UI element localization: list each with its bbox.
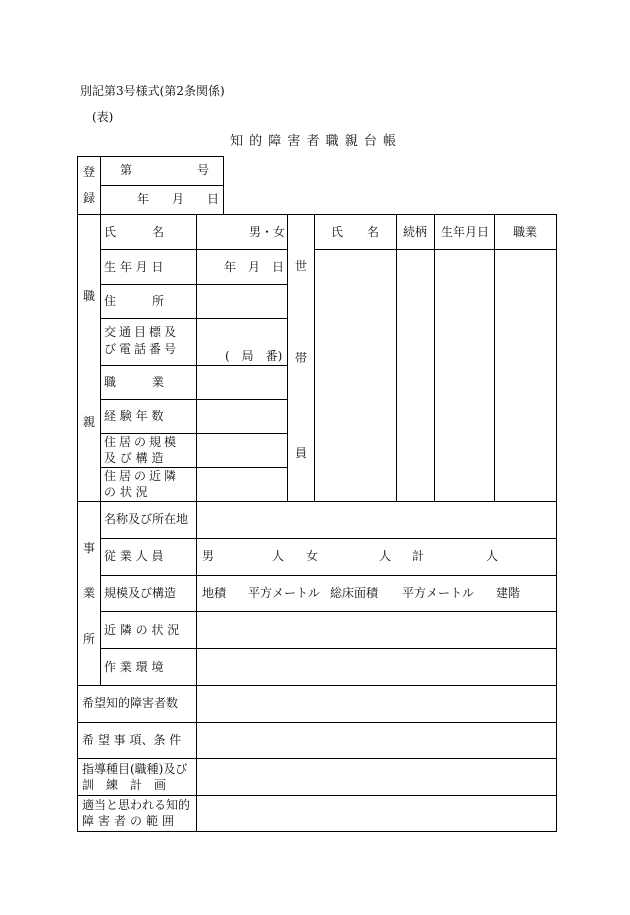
employees-label: 従 業 人 員 (104, 549, 164, 563)
range-label-line1: 適当と思われる知的 (82, 798, 191, 812)
household-label-1: 世 (295, 259, 308, 273)
business-neighbor-label: 近 隣 の 状 況 (104, 623, 180, 637)
transport-label-line1: 交通目標及 (104, 325, 180, 339)
scale-floors: 建階 (496, 586, 521, 600)
page-title: 知 的 障 害 者 職 親 台 帳 (230, 134, 398, 149)
employees-total: 計 (412, 549, 425, 563)
dob-month: 月 (248, 260, 261, 274)
dob-label: 生 年 月 日 (104, 260, 164, 274)
occupation-label: 職 業 (104, 375, 165, 389)
registration-label-bottom: 録 (83, 191, 96, 205)
scale-sqm-2: 平方メートル (402, 586, 475, 600)
housing-label-line1: 住居の規模 (104, 435, 180, 449)
employees-male: 男 (202, 549, 215, 563)
household-label-2: 帯 (295, 351, 308, 365)
address-label: 住 所 (104, 294, 165, 308)
phone-field: ( 局 番) (225, 349, 283, 363)
employees-female: 女 (306, 549, 319, 563)
neighbor-label-line2: の 状 況 (104, 485, 148, 499)
scale-sqm-1: 平方メートル (248, 586, 321, 600)
registration-date-day: 日 (207, 192, 220, 206)
desired-terms-label: 希 望 事 項、条 件 (82, 733, 182, 747)
guidance-label-line2: 訓 練 計 画 (82, 778, 167, 792)
business-label-1: 事 (83, 541, 96, 555)
registration-number-prefix: 第 (120, 163, 133, 177)
household-col-relation: 続柄 (403, 225, 428, 239)
employees-total-unit: 人 (486, 549, 499, 563)
registration-number-suffix: 号 (197, 163, 210, 177)
business-label-2: 業 (83, 586, 96, 600)
registration-label-top: 登 (83, 165, 96, 179)
scale-label: 規模及び構造 (104, 586, 177, 600)
desired-count-label: 希望知的障害者数 (82, 696, 179, 710)
experience-label: 経 験 年 数 (104, 409, 164, 423)
household-col-name: 氏 名 (331, 225, 380, 239)
household-col-dob: 生年月日 (441, 225, 490, 239)
work-environment-label: 作 業 環 境 (104, 660, 164, 674)
housing-label-line2: 及 び 構 造 (104, 451, 164, 465)
scale-area: 地積 (202, 586, 227, 600)
dob-day: 日 (272, 260, 285, 274)
transport-label-line2: び電話番号 (104, 342, 180, 356)
household-label-3: 員 (295, 446, 308, 460)
employees-female-unit: 人 (379, 549, 392, 563)
range-label-line2: 障害者の範囲 (82, 814, 179, 828)
guidance-label-line1: 指導種目(職種)及び (82, 762, 188, 776)
employees-male-unit: 人 (272, 549, 285, 563)
shokushin-label-bottom: 親 (83, 415, 96, 429)
dob-year: 年 (224, 260, 237, 274)
gender-field: 男・女 (249, 225, 286, 239)
name-label: 氏 名 (104, 225, 165, 239)
household-col-occupation: 職業 (513, 225, 538, 239)
form-reference: 別記第3号様式(第2条関係) (80, 84, 225, 98)
name-location-label: 名称及び所在地 (104, 512, 189, 526)
registration-date-year: 年 (137, 192, 150, 206)
side-indicator: (表) (92, 110, 114, 124)
registration-date-month: 月 (172, 192, 185, 206)
scale-floor-area: 総床面積 (330, 586, 379, 600)
neighbor-label-line1: 住居の近隣 (104, 469, 180, 483)
business-label-3: 所 (83, 632, 96, 646)
shokushin-label-top: 職 (83, 289, 96, 303)
